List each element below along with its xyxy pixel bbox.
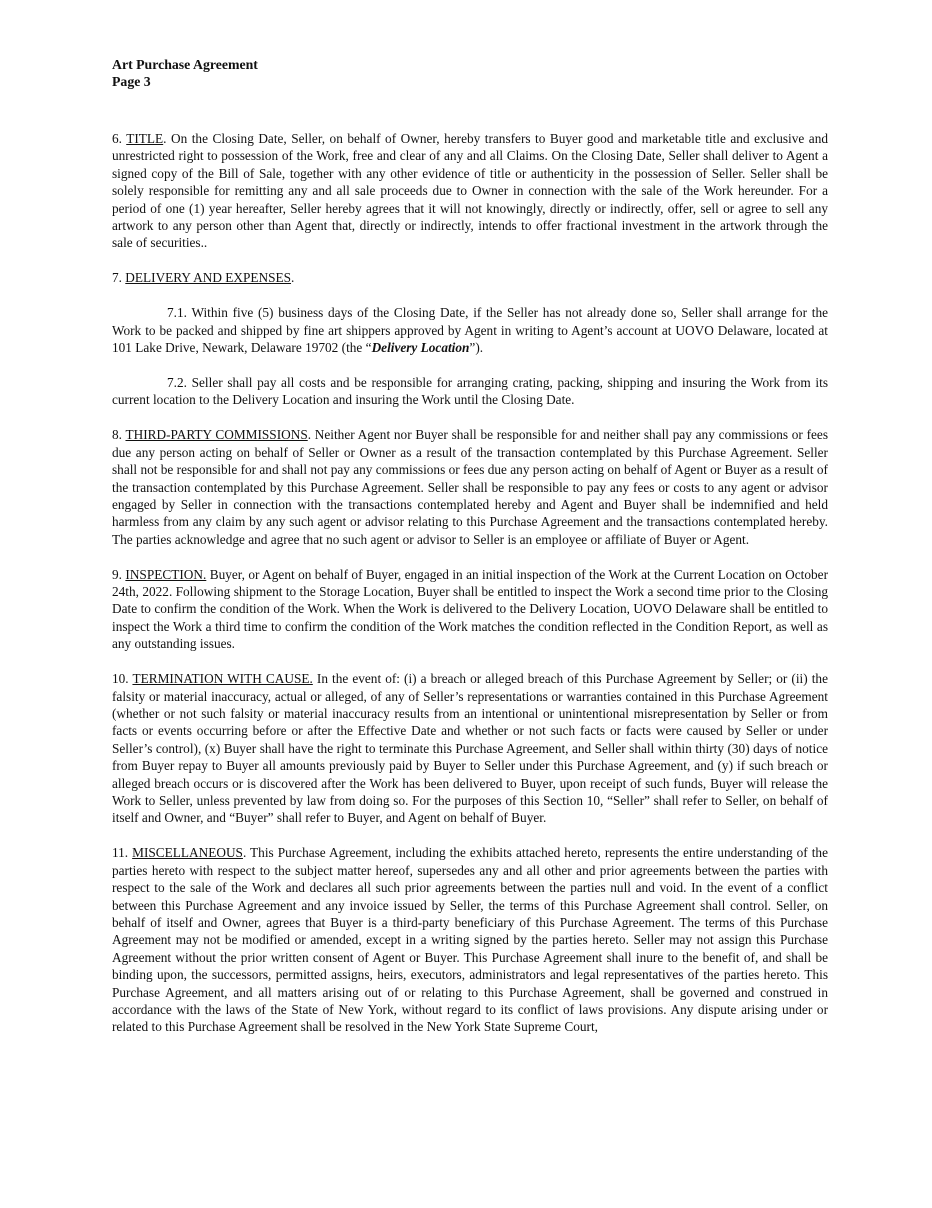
page-number: Page 3	[112, 74, 151, 89]
section-11-number: 11.	[112, 845, 133, 861]
section-10-number: 10.	[112, 671, 133, 687]
section-9-number: 9.	[112, 566, 126, 582]
section-7-2	[112, 374, 828, 409]
section-7-number: 7.	[112, 270, 126, 286]
document-title: Art Purchase Agreement	[112, 57, 258, 72]
section-11-miscellaneous	[112, 844, 828, 1035]
section-10-text: In the event of: (i) a breach or alleged breach of this Purchase Agreement by Seller; or (ii) the falsity or material inaccuracy, actual or alleged, of any of Seller’s representations or warranties contained in this Purchase Agreement (whether or not such falsity or material inaccuracy results from an intentional or unintentional misrepresentation by Seller or from facts or events occurring before or after the Effective Date and whether or not such facts or facts were caused by Seller or under Seller’s control), (x) Buyer shall have the right to terminate this Purchase Agreement, and Seller shall within thirty (30) days of notice from Buyer repay to Buyer all amounts previously paid by Buyer to Seller under this Purchase Agreement, and (y) if such breach or alleged breach occurs or is discovered after the Work has been delivered to Buyer, upon receipt of such funds, Buyer will release the Work to Seller, unless prevented by law from doing so. For the purposes of this Section 10, “Seller” shall refer to Seller, on behalf of itself and Owner, and “Buyer” shall refer to Buyer, and Agent on behalf of Buyer.	[112, 671, 828, 826]
section-9-heading: INSPECTION.	[125, 566, 207, 582]
delivery-location-term: Delivery Location	[371, 340, 470, 356]
section-8-commissions	[112, 426, 828, 548]
section-11-text: . This Purchase Agreement, including the exhibits attached hereto, represents the entire understanding of the parties hereto with respect to the subject matter hereof, supersedes any and all other and prior agreements between the parties with respect to the sale of the Work and declares all such prior agreements between the parties null and void. In the event of a conflict between this Purchase Agreement and any invoice issued by Seller, the terms of this Purchase Agreement shall control. Seller, on behalf of itself and Owner, agrees that Buyer is a third-party beneficiary of this Purchase Agreement. The terms of this Purchase Agreement may not be modified or amended, except in a writing signed by the parties hereto. Seller may not assign this Purchase Agreement without the prior written consent of Agent or Buyer. This Purchase Agreement shall inure to the benefit of, and shall be binding upon, the successors, permitted assigns, heirs, executors, administrators and legal representatives of the parties hereto. This Purchase Agreement, and all matters arising out of or relating to this Purchase Agreement, shall be governed and construed in accordance with the laws of the State of New York, without regard to its conflict of laws provisions. Any dispute arising under or related to this Purchase Agreement shall be resolved in the New York State Supreme Court,	[112, 845, 828, 1035]
section-9-text: Buyer, or Agent on behalf of Buyer, engaged in an initial inspection of the Work at the Current Location on October 24th, 2022. Following shipment to the Storage Location, Buyer shall be entitled to inspect the Work a second time prior to the Closing Date to confirm the condition of the Work. When the Work is delivered to the Delivery Location, UOVO Delaware shall be entitled to inspect the Work a third time to confirm the condition of the Work matches the condition reflected in the Condition Report, as well as any outstanding issues.	[112, 566, 828, 652]
section-7-2-text: 7.2. Seller shall pay all costs and be responsible for arranging crating, packing, shipping and insuring the Work from its current location to the Delivery Location and insuring the Work until the Closing Date.	[112, 374, 828, 408]
page-header	[112, 56, 828, 90]
section-10-heading: TERMINATION WITH CAUSE.	[132, 671, 313, 687]
section-7-text: .	[291, 270, 295, 286]
section-7-1-text-end: ”).	[469, 340, 484, 356]
section-10-termination	[112, 670, 828, 827]
section-11-heading: MISCELLANEOUS	[132, 845, 243, 861]
section-6-text: . On the Closing Date, Seller, on behalf of Owner, hereby transfers to Buyer good and marketable title and exclusive and unrestricted right to possession of the Work, free and clear of any and all Claims. On the Closing Date, Seller shall deliver to Agent a signed copy of the Bill of Sale, together with any other evidence of title or authenticity in the possession of Seller. Seller shall be solely responsible for remitting any and all sale proceeds due to Owner in connection with the sale of the Work hereunder. For a period of one (1) year hereafter, Seller hereby agrees that it will not knowingly, directly or indirectly, offer, sell or agree to sell any artwork to any person other than Agent that, directly or indirectly, intends to offer fractional investment in the artwork through the sale of securities..	[112, 131, 828, 251]
section-7-heading: DELIVERY AND EXPENSES	[125, 270, 292, 286]
document-page	[112, 56, 828, 1053]
section-6-number: 6.	[112, 131, 127, 146]
section-7-delivery	[112, 269, 828, 286]
section-9-inspection	[112, 566, 828, 653]
section-6-title	[112, 130, 828, 252]
section-7-1-text: 7.1. Within five (5) business days of the Closing Date, if the Seller has not already done so, Seller shall arrange for the Work to be packed and shipped by fine art shippers approved by Agent in writing to Agent’s account at UOVO Delaware, located at 101 Lake Drive, Newark, Delaware 19702 (the “	[112, 305, 828, 356]
section-6-heading: TITLE	[126, 131, 164, 146]
section-8-number: 8.	[112, 427, 126, 443]
header-spacer	[112, 90, 828, 130]
section-8-text: . Neither Agent nor Buyer shall be responsible for and neither shall pay any commissions or fees due any person acting on behalf of Seller or Owner as a result of the transaction contemplated by this Purchase Agreement. Seller shall not be responsible for and shall not pay any commissions or fees due any person acting on behalf of Agent or Buyer as a result of the transaction contemplated by this Purchase Agreement. Seller shall be responsible to pay any fees or costs to any agent or advisor engaged by Seller in connection with the transactions contemplated hereby and Agent and Buyer shall be indemnified and held harmless from any claim by any such agent or advisor relating to this Purchase Agreement and the transactions contemplated hereby. The parties acknowledge and agree that no such agent or advisor to Seller is an employee or affiliate of Buyer or Agent.	[112, 427, 828, 547]
section-7-1	[112, 304, 828, 356]
section-8-heading: THIRD-PARTY COMMISSIONS	[125, 427, 308, 443]
